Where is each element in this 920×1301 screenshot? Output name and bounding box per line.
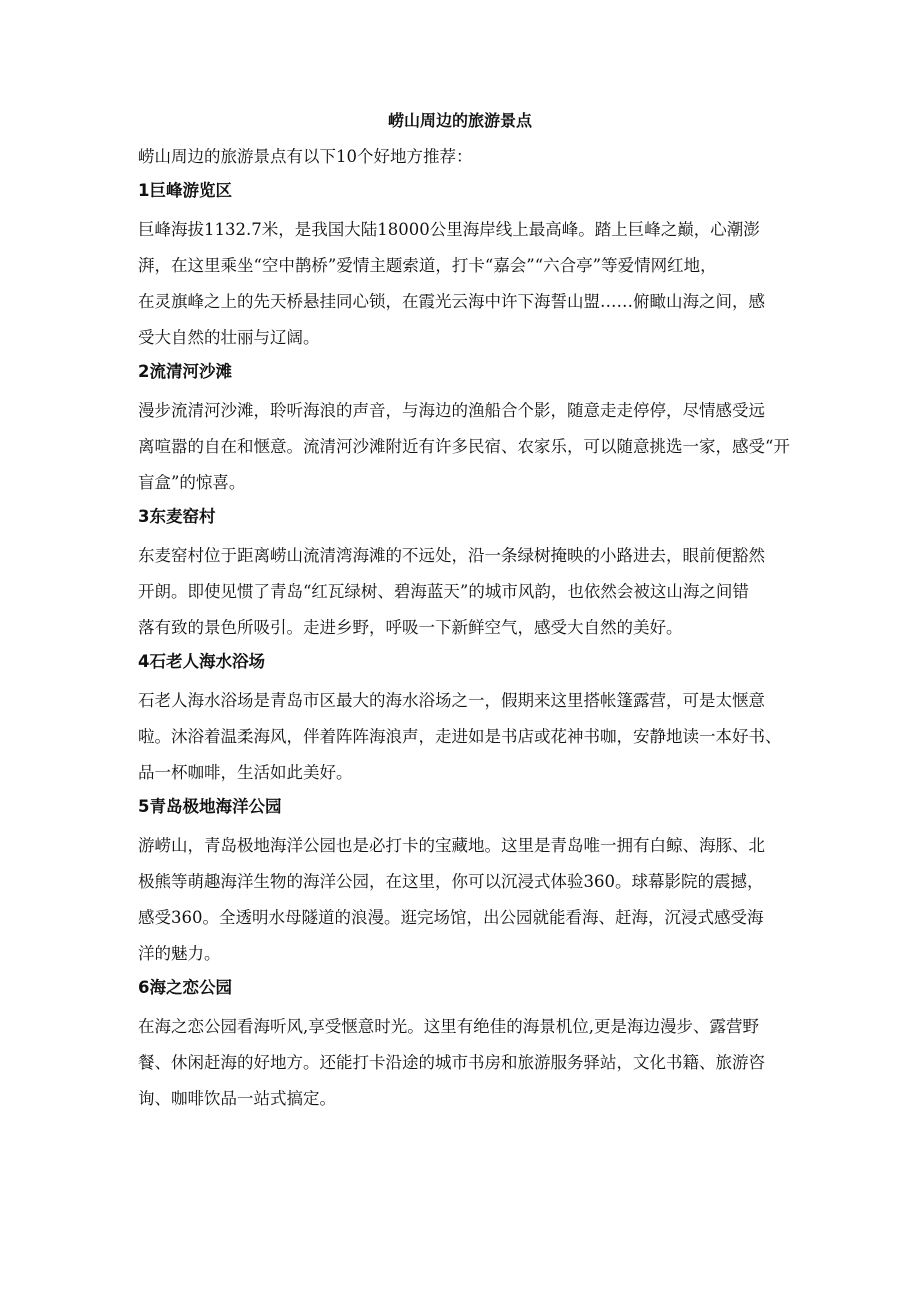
text-line: 漫步流清河沙滩，聆听海浪的声音，与海边的渔船合个影，随意走走停停，尽情感受远 — [138, 401, 765, 420]
text-line: 餐、休闲赶海的好地方。还能打卡沿途的城市书房和旅游服务驿站，文化书籍、旅游咨 — [138, 1053, 765, 1072]
section-heading: 4石老人海水浴场 — [138, 652, 265, 671]
document-title: 崂山周边的旅游景点 — [387, 111, 532, 130]
section-heading: 2流清河沙滩 — [138, 362, 232, 381]
text-line: 落有致的景色所吸引。走进乡野，呼吸一下新鲜空气，感受大自然的美好。 — [138, 618, 683, 637]
text-line: 受大自然的壮丽与辽阔。 — [138, 328, 320, 347]
text-line: 感受360。全透明水母隧道的浪漫。逛完场馆，出公园就能看海、赶海，沉浸式感受海 — [138, 908, 764, 927]
text-line: 东麦窑村位于距离崂山流清湾海滩的不远处，沿一条绿树掩映的小路进去，眼前便豁然 — [138, 546, 765, 565]
section-heading: 3东麦窑村 — [138, 507, 216, 526]
text-line: 洋的魅力。 — [138, 944, 221, 963]
section-body — [138, 538, 788, 646]
text-line: 石老人海水浴场是青岛市区最大的海水浴场之一，假期来这里搭帐篷露营，可是太惬意 — [138, 691, 765, 710]
section-heading: 1巨峰游览区 — [138, 181, 232, 200]
text-line: 品一杯咖啡，生活如此美好。 — [138, 763, 353, 782]
section-3 — [138, 504, 788, 646]
text-line: 啦。沐浴着温柔海风，伴着阵阵海浪声，走进如是书店或花神书咖，安静地读一本好书、 — [138, 727, 782, 746]
section-6 — [138, 975, 788, 1117]
section-2 — [138, 359, 788, 501]
intro-paragraph: 崂山周边的旅游景点有以下10个好地方推荐： — [138, 147, 473, 166]
text-line: 在海之恋公园看海听风,享受惬意时光。这里有绝佳的海景机位,更是海边漫步、露营野 — [138, 1017, 759, 1036]
section-body — [138, 828, 788, 972]
text-line: 极熊等萌趣海洋生物的海洋公园，在这里，你可以沉浸式体验360。球幕影院的震撼， — [138, 872, 764, 891]
section-heading: 5青岛极地海洋公园 — [138, 797, 282, 816]
text-line: 询、咖啡饮品一站式搞定。 — [138, 1089, 336, 1108]
text-line: 开朗。即使见惯了青岛“红瓦绿树、碧海蓝天”的城市风韵，也依然会被这山海之间错 — [138, 582, 749, 601]
section-body — [138, 683, 788, 791]
text-line: 盲盒”的惊喜。 — [138, 473, 246, 492]
text-line: 离喧嚣的自在和惬意。流清河沙滩附近有许多民宿、农家乐，可以随意挑选一家，感受“开 — [138, 437, 790, 456]
section-4 — [138, 649, 788, 791]
section-body — [138, 1009, 788, 1117]
section-body — [138, 393, 788, 501]
text-line: 游崂山，青岛极地海洋公园也是必打卡的宝藏地。这里是青岛唯一拥有白鲸、海豚、北 — [138, 836, 765, 855]
section-body — [138, 212, 788, 356]
text-line: 湃，在这里乘坐“空中鹊桥”爱情主题索道，打卡“嘉会”“六合亭”等爱情网红地， — [138, 256, 717, 275]
text-line: 在灵旗峰之上的先天桥悬挂同心锁，在霞光云海中许下海誓山盟……俯瞰山海之间，感 — [138, 292, 765, 311]
text-line: 巨峰海拔1132.7米，是我国大陆18000公里海岸线上最高峰。踏上巨峰之巅，心潮澎 — [138, 220, 760, 239]
section-1 — [138, 178, 788, 356]
document-content — [138, 144, 788, 1120]
section-heading: 6海之恋公园 — [138, 978, 232, 997]
section-5 — [138, 794, 788, 972]
